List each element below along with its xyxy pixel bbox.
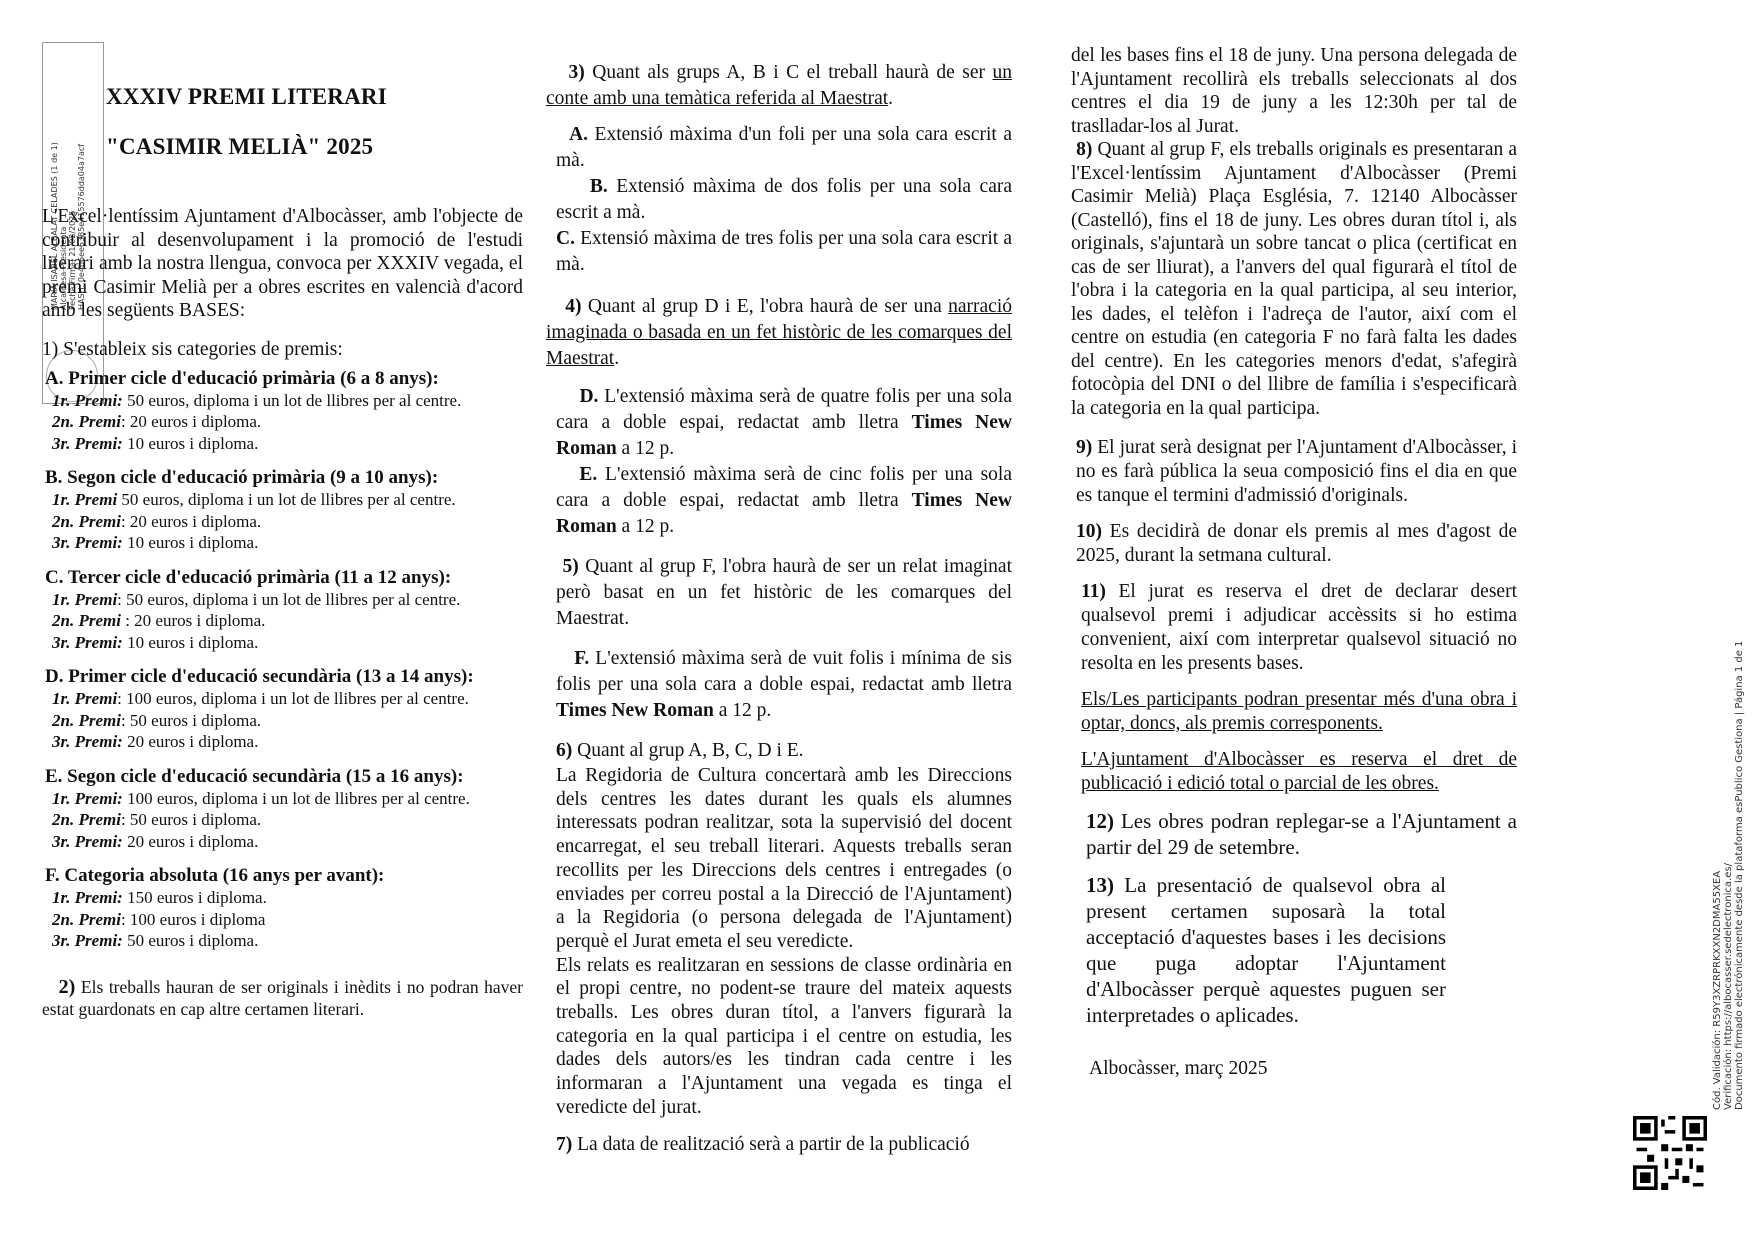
prize-line [42, 532, 523, 554]
title-line-1: XXXIV PREMI LITERARI [106, 84, 387, 109]
base-7: 7) La data de realització serà a partir de la publicació [556, 1133, 970, 1155]
multiple-works-note: Els/Les participants podran presentar més d'una obra i optar, doncs, als premis corresponents. [1081, 689, 1517, 734]
column-1 [42, 205, 523, 1021]
base-4-E: E. L'extensió màxima serà de cinc folis per una sola cara a doble espai, redactat amb lletra Times New Roman a 12 p. [556, 464, 1012, 537]
prize-amount: 20 euros i diploma. [122, 831, 259, 851]
prize-line [42, 390, 523, 412]
prize-amount: : 50 euros i diploma. [120, 810, 262, 829]
base-3-B: B. Extensió màxima de dos folis per una sola cara escrit a mà. [556, 176, 1013, 223]
prize-line [42, 731, 523, 753]
prize-amount: 10 euros i diploma. [122, 533, 259, 552]
title-line-2: "CASIMIR MELIÀ" 2025 [106, 134, 374, 159]
base-5: 5) Quant al grup F, l'obra haurà de ser un relat imaginat però basat en un fet històric de les comarques del Maestrat. [556, 556, 1013, 629]
base-6-paragraph-1: La Regidoria de Cultura concertarà amb les Direccions dels centres les dates durant les quals els alumnes interessats podran realitzar, sota la supervisió del docent encarregat, el seu treball literari. Aquests treballs seran recollits per les Direccions dels centres i entregades (o enviades per correu postal a la Direcció de l'Ajuntament) a la Regidoria (o persona delegada de l'Ajuntament) perquè el Jurat emeta el seu veredicte. [556, 765, 1012, 952]
base-3-C: C. Extensió màxima de tres folis per una sola cara escrit a mà. [556, 228, 1012, 275]
base-2: 2) Els treballs hauran de ser originals i inèdits i no podran haver estat guardonats en cap altre certamen literari. [42, 975, 523, 1019]
prize-amount: 20 euros i diploma. [122, 732, 259, 751]
prize-rank: 2n. Premi [52, 511, 121, 531]
prize-line [42, 489, 523, 511]
prize-rank: 3r. Premi: [52, 533, 123, 552]
prize-rank: 2n. Premi [52, 412, 121, 431]
base-12: 12) Les obres podran replegar-se a l'Ajuntament a partir del 29 de setembre. [1086, 809, 1517, 859]
prize-rank: 1r. Premi: [52, 888, 123, 907]
prize-line [42, 511, 523, 533]
prize-line [42, 887, 523, 909]
prize-rank: 3r. Premi: [52, 732, 123, 751]
prize-amount: : 50 euros, diploma i un lot de llibres per al centre. [117, 589, 461, 609]
prize-amount: 10 euros i diploma. [122, 632, 259, 652]
base-5-F: F. L'extensió màxima serà de vuit folis i mínima de sis folis per una sola cara a doble espai, redactat amb lletra Times New Roman a 12 p. [556, 648, 1012, 721]
prize-rank: 3r. Premi: [52, 831, 123, 851]
prize-line [42, 688, 523, 710]
prize-amount: 50 euros i diploma. [122, 931, 259, 950]
prize-categories [42, 367, 523, 952]
base-9: 9) El jurat serà designat per l'Ajuntament d'Albocàsser, i no es farà pública la seua composició fins el dia en que es tanque el termini d'admissió d'originals. [1076, 437, 1517, 506]
prize-category-heading: A. Primer cicle d'educació primària (6 a 8 anys): [45, 367, 439, 389]
column-3 [1071, 44, 1517, 1082]
prize-amount: 50 euros, diploma i un lot de llibres per al centre. [117, 490, 456, 509]
prize-amount: : 100 euros, diploma i un lot de llibres per al centre. [117, 689, 469, 708]
prize-amount: 150 euros i diploma. [122, 888, 267, 907]
prize-line [42, 411, 523, 433]
base-4-D: D. L'extensió màxima serà de quatre folis per una sola cara a doble espai, redactat amb lletra Times New Roman a 12 p. [556, 386, 1013, 459]
prize-line [42, 589, 523, 611]
base-11: 11) El jurat es reserva el dret de declarar desert qualsevol premi i adjudicar accèssits si ho estima convenient, així com interpretar qualsevol situació no resolta en les presents bases. [1081, 581, 1517, 674]
prize-amount: 50 euros, diploma i un lot de llibres per al centre. [122, 390, 462, 410]
prize-rank: 1r. Premi: [52, 788, 123, 808]
prize-category [42, 566, 523, 654]
prize-rank: 2n. Premi [52, 810, 121, 829]
prize-line [42, 632, 523, 654]
base-4: 4) Quant al grup D i E, l'obra haurà de ser una narració imaginada o basada en un fet històric de les comarques del Maestrat. [546, 296, 1012, 369]
qr-code-icon [1633, 1116, 1707, 1190]
publication-rights-note: L'Ajuntament d'Albocàsser es reserva el dret de publicació i edició total o parcial de les obres. [1081, 749, 1517, 794]
intro-paragraph: L'Excel·lentíssim Ajuntament d'Albocàsser, amb l'objecte de contribuir al desenvolupament i la promoció de l'estudi literari amb la nostra llengua, convoca per XXXIV vegada, el premi Casimir Melià per a obres escrites en valencià d'acord amb les següents BASES: [42, 206, 523, 321]
prize-rank: 3r. Premi: [52, 931, 123, 950]
prize-line [42, 433, 523, 455]
prize-amount: : 20 euros i diploma. [120, 511, 262, 531]
prize-line [42, 930, 523, 952]
prize-rank: 3r. Premi: [52, 632, 123, 652]
base-6-heading: 6) Quant al grup A, B, C, D i E. [556, 740, 804, 761]
prize-category-heading: C. Tercer cicle d'educació primària (11 a 12 anys): [45, 566, 452, 588]
prize-line [42, 788, 523, 810]
base-3-A: A. Extensió màxima d'un foli per una sola cara escrit a mà. [556, 124, 1013, 171]
prize-line [42, 909, 523, 931]
base-6-paragraph-2: Els relats es realitzaran en sessions de classe ordinària en el propi centre, no podent-se traure del mateix aquests treballs. Les obres duran títol, a l'anvers figurarà la categoria en la qual participa i el centre on estudia, les dades dels autors/es les tindran cada centre i les informaran a l'Ajuntament una vegada es tinga el veredicte del jurat. [556, 954, 1012, 1118]
prize-line [42, 710, 523, 732]
prize-rank: 1r. Premi [52, 490, 118, 509]
place-and-date: Albocàsser, març 2025 [1089, 1058, 1268, 1079]
base-3: 3) Quant als grups A, B i C el treball haurà de ser un conte amb una temàtica referida al Maestrat. [546, 62, 1012, 109]
prize-amount: 100 euros, diploma i un lot de llibres per al centre. [122, 788, 470, 808]
prize-category-heading: E. Segon cicle d'educació secundària (15 a 16 anys): [45, 765, 464, 787]
prize-amount: 10 euros i diploma. [122, 433, 259, 453]
prize-category-heading: D. Primer cicle d'educació secundària (13 a 14 anys): [45, 666, 474, 687]
prize-rank: 2n. Premi [52, 909, 121, 929]
verification-side-text: Cód. Validación: R59Y3XZRPRKXXN2DMA55XEA Verificación: https://albocasser.sedelectronica.es/ Documento firmado electrónicamente desde la plataforma esPublico Gestiona | Página 1 de 1 [1712, 640, 1745, 1110]
prize-category [42, 367, 523, 455]
prize-category [42, 864, 523, 952]
prize-category-heading: B. Segon cicle d'educació primària (9 a 10 anys): [45, 467, 439, 488]
prize-line [42, 831, 523, 853]
prize-line [42, 809, 523, 831]
prize-category [42, 466, 523, 554]
column-2 [546, 60, 1012, 1158]
prize-category [42, 765, 523, 853]
base-10: 10) Es decidirà de donar els premis al mes d'agost de 2025, durant la setmana cultural. [1076, 521, 1517, 566]
prize-rank: 3r. Premi: [52, 433, 123, 453]
prize-line [42, 610, 523, 632]
prize-rank: 1r. Premi [52, 589, 118, 609]
base-1: 1) S'estableix sis categories de premis: [42, 338, 343, 360]
prize-amount: : 20 euros i diploma. [120, 412, 262, 431]
signature-stamp-text: MARIA ISABEL ALBALAT CELADES (1 de 1) Alcaldesa-Presidenta Fecha Firma: 21/03/2025 HASH: 0e4b6ee6385e415576dda04a7acf [50, 142, 86, 310]
base-7-continued: del les bases fins el 18 de juny. Una persona delegada de l'Ajuntament recollirà els treballs seleccionats al dos centres el dia 19 de juny a les 12:30h per tal de traslladar-los al Jurat. [1071, 45, 1517, 137]
base-8: 8) Quant al grup F, els treballs originals es presentaran a l'Excel·lentíssim Ajuntament d'Albocàsser (Premi Casimir Melià) Plaça Església, 7. 12140 Albocàsser (Castelló), fins el 18 de juny. Les obres duran títol i, als originals, s'ajuntarà un sobre tancat o plica (certificat en cas de ser lliurat), a l'anvers del qual figurarà el títol de l'obra i la categoria en la qual participa, al seu interior, les dades, el telèfon i l'adreça de l'autor, així com el centre on estudia (en categoria F no farà falta les dades del centre). En les categories menors d'edat, s'afegirà fotocòpia del DNI o del llibre de família i s'especificarà la categoria en la qual participa. [1071, 139, 1518, 419]
prize-rank: 2n. Premi [52, 710, 121, 730]
prize-rank: 1r. Premi [52, 689, 118, 708]
prize-amount: : 20 euros i diploma. [120, 611, 266, 630]
base-13: 13) La presentació de qualsevol obra al present certamen suposarà la total acceptació d'aquestes bases i les decisions que puga adoptar l'Ajuntament d'Albocàsser perquè aquestes puguen ser interpretades o aplicades. [1086, 873, 1446, 1027]
prize-category-heading: F. Categoria absoluta (16 anys per avant): [45, 865, 385, 886]
prize-amount: : 50 euros i diploma. [120, 710, 262, 730]
prize-rank: 1r. Premi: [52, 390, 123, 410]
prize-amount: : 100 euros i diploma [120, 909, 266, 929]
prize-rank: 2n. Premi [52, 611, 121, 630]
prize-category [42, 665, 523, 753]
